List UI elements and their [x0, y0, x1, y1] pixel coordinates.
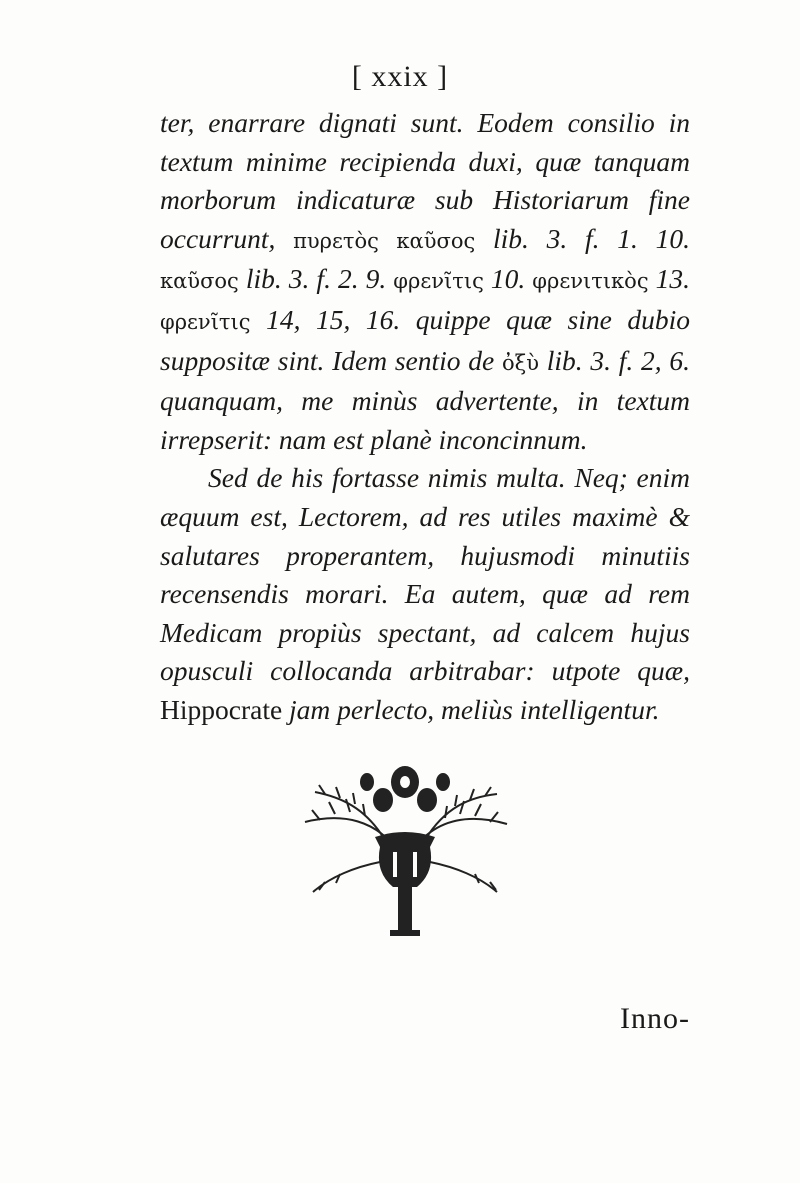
greek-term: ὀξὺ	[501, 350, 539, 375]
greek-term: πυρετὸς καῦσος	[293, 228, 476, 253]
text-run: lib. 3. f. 2, 6. quanquam, me minùs advertente, in textum irrepserit: nam est planè inconcinnum.	[160, 344, 690, 455]
text-run: lib. 3. f. 1. 10.	[475, 222, 690, 254]
roman-term: Hippocrate	[160, 693, 283, 725]
text-run: 14, 15, 16. quippe quæ sine dubio suppositæ sint. Idem sentio de	[160, 303, 690, 376]
paragraph-2	[160, 459, 690, 729]
text-run: lib. 3. f. 2. 9.	[238, 263, 394, 295]
greek-term: φρενῖτις	[160, 309, 251, 334]
greek-term: καῦσος	[160, 269, 239, 294]
text-run: Sed de his fortasse nimis multa. Neq; enim æquum est, Lectorem, ad res utiles maximè & salutares properantem, hujusmodi minutiis recensendis morari. Ea autem, quæ ad rem Medicam propiùs spectant, ad calcem hujus opusculi collocanda arbitrabar: utpote quæ,	[160, 462, 690, 687]
body-text	[160, 104, 690, 730]
text-run: jam perlecto, meliùs intelligentur.	[282, 693, 660, 725]
text-run: 10.	[483, 263, 533, 295]
vase-of-flowers-ornament-icon	[285, 752, 525, 952]
greek-term: φρενιτικὸς	[532, 269, 649, 294]
paragraph-1	[160, 104, 690, 459]
greek-term: φρενῖτις	[393, 269, 484, 294]
text-run: ter, enarrare dignati sunt. Eodem consilio in textum minime recipienda duxi, quæ tanquam morborum indicaturæ sub Historiarum fine occurrunt,	[160, 107, 690, 254]
text-run: 13.	[648, 263, 690, 295]
page-number: [ xxix ]	[351, 60, 449, 93]
catchword: Inno-	[620, 1002, 690, 1035]
